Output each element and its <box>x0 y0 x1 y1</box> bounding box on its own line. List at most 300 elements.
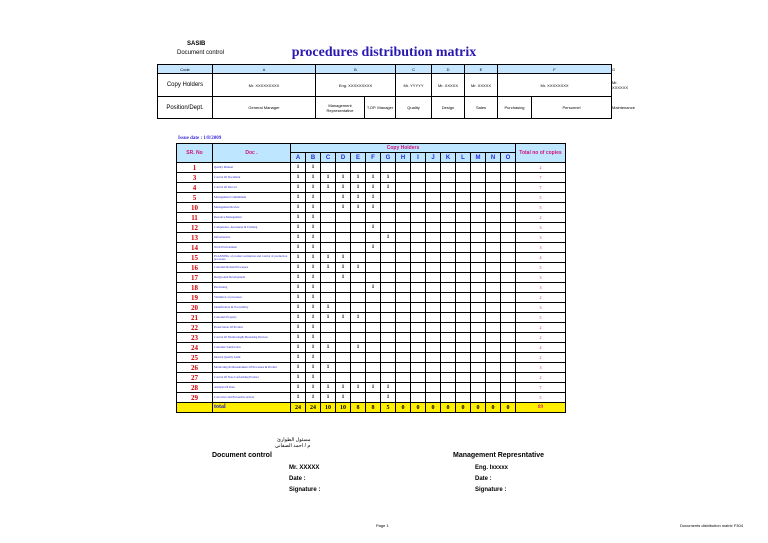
code-cell: B <box>316 65 396 74</box>
copy-mark-cell <box>471 293 486 303</box>
copy-mark-cell: 1 <box>291 223 306 233</box>
copy-mark-cell <box>366 393 381 403</box>
copy-mark-cell <box>321 333 336 343</box>
copy-mark-cell <box>411 283 426 293</box>
document-name: Management Review <box>213 203 291 213</box>
grand-total: 89 <box>516 403 566 413</box>
column-letter: M <box>471 153 486 163</box>
copy-mark-cell <box>456 163 471 173</box>
code-cell: F <box>498 65 612 74</box>
copy-mark-cell <box>411 313 426 323</box>
distribution-matrix-table <box>176 143 566 413</box>
copy-mark-cell: 1 <box>351 203 366 213</box>
copy-mark-cell: 1 <box>306 393 321 403</box>
copy-mark-cell <box>426 263 441 273</box>
copy-mark-cell <box>441 283 456 293</box>
position-cell: Sales <box>465 97 498 119</box>
sr-number: 10 <box>177 203 213 213</box>
table-row <box>177 343 566 353</box>
copy-mark-cell <box>501 173 516 183</box>
sr-header: SR. No <box>177 144 213 163</box>
copy-mark-cell <box>351 253 366 263</box>
copy-mark-cell <box>411 293 426 303</box>
copy-mark-cell <box>486 373 501 383</box>
copy-mark-cell <box>456 203 471 213</box>
column-letter: G <box>381 153 396 163</box>
copy-mark-cell <box>456 233 471 243</box>
sr-number: 13 <box>177 233 213 243</box>
copy-mark-cell <box>441 193 456 203</box>
copy-mark-cell: 1 <box>306 283 321 293</box>
document-name: Work Environment <box>213 243 291 253</box>
copy-mark-cell <box>486 233 501 243</box>
doc-header: Doc . <box>213 144 291 163</box>
copy-mark-cell: 1 <box>366 173 381 183</box>
copy-mark-cell <box>426 313 441 323</box>
copy-mark-cell <box>396 353 411 363</box>
code-row: Code A B C D E F G <box>158 65 612 74</box>
copy-mark-cell <box>441 293 456 303</box>
copy-mark-cell <box>501 263 516 273</box>
column-sum: 0 <box>471 403 486 413</box>
copy-mark-cell <box>501 183 516 193</box>
copy-mark-cell <box>366 353 381 363</box>
row-total: 2 <box>516 323 566 333</box>
row-total: 5 <box>516 313 566 323</box>
copy-mark-cell <box>396 343 411 353</box>
copy-mark-cell <box>396 393 411 403</box>
row-total: 7 <box>516 183 566 193</box>
copy-mark-cell <box>321 273 336 283</box>
table-row <box>177 243 566 253</box>
copy-mark-cell <box>486 263 501 273</box>
copy-mark-cell <box>471 213 486 223</box>
copy-mark-cell: 1 <box>291 313 306 323</box>
copy-mark-cell <box>336 363 351 373</box>
copy-mark-cell <box>336 343 351 353</box>
copy-mark-cell <box>336 283 351 293</box>
copy-mark-cell: 1 <box>306 193 321 203</box>
copy-mark-cell: 1 <box>321 263 336 273</box>
copy-mark-cell <box>396 213 411 223</box>
copy-holders-header-table <box>157 64 635 119</box>
copy-mark-cell: 1 <box>291 193 306 203</box>
copy-mark-cell <box>456 253 471 263</box>
copy-mark-cell <box>441 363 456 373</box>
copy-mark-cell <box>486 243 501 253</box>
copy-mark-cell <box>456 193 471 203</box>
copy-mark-cell: 1 <box>306 213 321 223</box>
copy-mark-cell: 1 <box>351 343 366 353</box>
copy-mark-cell <box>321 293 336 303</box>
copy-mark-cell <box>486 253 501 263</box>
copy-mark-cell: 1 <box>321 253 336 263</box>
copy-mark-cell <box>351 333 366 343</box>
copy-mark-cell <box>321 243 336 253</box>
copy-mark-cell <box>351 363 366 373</box>
copy-mark-cell: 1 <box>291 393 306 403</box>
copy-mark-cell: 1 <box>321 173 336 183</box>
copy-mark-cell <box>441 353 456 363</box>
position-row: Position/Dept. General Manager Management Representative T.OP. Manager Quality Design Sales Purchasing Personnel Maintenance <box>158 97 612 119</box>
sr-number: 16 <box>177 263 213 273</box>
copy-mark-cell <box>486 363 501 373</box>
copy-mark-cell <box>471 263 486 273</box>
copy-mark-cell <box>381 323 396 333</box>
column-sum: 24 <box>291 403 306 413</box>
copy-mark-cell <box>426 353 441 363</box>
copy-mark-cell <box>411 183 426 193</box>
copy-mark-cell <box>471 223 486 233</box>
copy-mark-cell <box>471 333 486 343</box>
copy-mark-cell: 1 <box>321 303 336 313</box>
copy-mark-cell <box>441 323 456 333</box>
company-name: SASIB <box>187 41 206 47</box>
copy-mark-cell <box>441 173 456 183</box>
copy-mark-cell: 1 <box>336 183 351 193</box>
copy-mark-cell <box>396 363 411 373</box>
copy-mark-cell <box>351 163 366 173</box>
copy-mark-cell: 1 <box>306 293 321 303</box>
position-cell: Quality <box>396 97 432 119</box>
copy-mark-cell <box>336 333 351 343</box>
copy-mark-cell <box>396 253 411 263</box>
copy-mark-cell <box>501 373 516 383</box>
copy-mark-cell <box>486 173 501 183</box>
copy-mark-cell <box>366 293 381 303</box>
copy-mark-cell <box>486 183 501 193</box>
copy-mark-cell <box>441 203 456 213</box>
management-rep-name: Eng. Ixxxxx <box>475 465 509 471</box>
copy-mark-cell: 1 <box>336 263 351 273</box>
page-title: procedures distribution matrix <box>291 45 477 60</box>
copy-mark-cell <box>351 323 366 333</box>
copy-mark-cell <box>501 163 516 173</box>
copy-mark-cell <box>411 243 426 253</box>
copy-mark-cell: 1 <box>366 383 381 393</box>
copy-mark-cell <box>321 163 336 173</box>
table-row <box>177 163 566 173</box>
copy-mark-cell <box>351 213 366 223</box>
copy-mark-cell: 1 <box>336 253 351 263</box>
document-name: Design And Development <box>213 273 291 283</box>
copy-mark-cell <box>321 193 336 203</box>
copy-mark-cell <box>366 263 381 273</box>
copy-mark-cell <box>456 243 471 253</box>
copy-mark-cell <box>471 383 486 393</box>
copy-mark-cell <box>426 303 441 313</box>
copy-mark-cell <box>486 333 501 343</box>
copy-mark-cell <box>396 283 411 293</box>
totals-blank-cell <box>177 403 213 413</box>
copy-mark-cell: 1 <box>306 323 321 333</box>
copy-mark-cell: 1 <box>306 353 321 363</box>
position-cell: General Manager <box>213 97 316 119</box>
table-row <box>177 233 566 243</box>
copy-mark-cell: 1 <box>321 383 336 393</box>
table-row <box>177 263 566 273</box>
sr-number: 25 <box>177 353 213 363</box>
document-name: Management Commitment <box>213 193 291 203</box>
copy-mark-cell <box>426 233 441 243</box>
column-sum: 24 <box>306 403 321 413</box>
copy-mark-cell <box>441 313 456 323</box>
row-total: 3 <box>516 303 566 313</box>
sr-number: 11 <box>177 213 213 223</box>
copy-mark-cell <box>366 313 381 323</box>
copy-mark-cell <box>486 303 501 313</box>
copy-mark-cell <box>426 323 441 333</box>
copy-mark-cell <box>336 293 351 303</box>
copy-mark-cell: 1 <box>306 363 321 373</box>
management-rep-heading: Management Represntative <box>453 452 545 459</box>
copy-mark-cell <box>486 213 501 223</box>
row-total: 5 <box>516 203 566 213</box>
copy-mark-cell <box>426 363 441 373</box>
table-row <box>177 183 566 193</box>
row-total: 5 <box>516 393 566 403</box>
copy-mark-cell <box>411 233 426 243</box>
copy-mark-cell <box>396 263 411 273</box>
column-sum: 0 <box>441 403 456 413</box>
table-row <box>177 213 566 223</box>
copy-mark-cell: 1 <box>366 193 381 203</box>
copy-mark-cell <box>351 243 366 253</box>
row-total: 3 <box>516 243 566 253</box>
copy-mark-cell <box>411 343 426 353</box>
document-name: Resource Management <box>213 213 291 223</box>
row-total: 3 <box>516 233 566 243</box>
copy-mark-cell <box>351 293 366 303</box>
column-letter: D <box>336 153 351 163</box>
copy-mark-cell: 1 <box>291 293 306 303</box>
sr-number: 26 <box>177 363 213 373</box>
column-sum: 0 <box>426 403 441 413</box>
copy-mark-cell <box>471 323 486 333</box>
copy-mark-cell <box>441 243 456 253</box>
copy-mark-cell: 1 <box>366 183 381 193</box>
copy-mark-cell <box>411 373 426 383</box>
matrix-header-row <box>177 144 566 153</box>
code-label: Code <box>158 65 213 74</box>
copy-mark-cell <box>441 303 456 313</box>
copy-mark-cell <box>366 333 381 343</box>
table-row <box>177 173 566 183</box>
copy-mark-cell <box>456 223 471 233</box>
copy-mark-cell <box>501 273 516 283</box>
sr-number: 22 <box>177 323 213 333</box>
sr-number: 3 <box>177 173 213 183</box>
sr-number: 27 <box>177 373 213 383</box>
document-name: Quality Manual <box>213 163 291 173</box>
copy-mark-cell <box>411 353 426 363</box>
position-cell: Personnel <box>532 97 612 119</box>
column-letter: N <box>486 153 501 163</box>
copy-mark-cell: 1 <box>291 353 306 363</box>
copy-mark-cell: 1 <box>321 393 336 403</box>
copy-mark-cell <box>471 253 486 263</box>
copy-mark-cell <box>396 193 411 203</box>
copy-mark-cell <box>411 383 426 393</box>
copy-mark-cell: 1 <box>291 173 306 183</box>
column-letter: H <box>396 153 411 163</box>
sr-number: 18 <box>177 283 213 293</box>
sr-number: 19 <box>177 293 213 303</box>
copy-mark-cell <box>396 233 411 243</box>
copy-mark-cell <box>381 193 396 203</box>
copy-mark-cell: 1 <box>306 163 321 173</box>
copy-mark-cell <box>351 393 366 403</box>
code-cell: E <box>465 65 498 74</box>
copy-mark-cell <box>486 323 501 333</box>
copy-mark-cell <box>426 293 441 303</box>
copy-mark-cell <box>351 303 366 313</box>
arabic-line: مسئول الطوارئ <box>276 437 311 443</box>
copy-mark-cell <box>336 353 351 363</box>
document-name: Control Of Record <box>213 183 291 193</box>
copy-mark-cell <box>351 283 366 293</box>
copy-mark-cell <box>426 193 441 203</box>
copy-mark-cell <box>411 333 426 343</box>
copy-mark-cell <box>381 253 396 263</box>
table-row <box>177 223 566 233</box>
copy-mark-cell <box>336 323 351 333</box>
copy-mark-cell <box>381 203 396 213</box>
sr-number: 20 <box>177 303 213 313</box>
copy-mark-cell: 1 <box>291 243 306 253</box>
copy-mark-cell <box>471 373 486 383</box>
document-name: PLANNING of product realization and control of production processes <box>213 253 291 263</box>
row-total: 3 <box>516 223 566 233</box>
copy-mark-cell <box>426 253 441 263</box>
page-number: Page 1 <box>376 523 389 528</box>
copy-mark-cell <box>366 323 381 333</box>
table-row <box>177 193 566 203</box>
copy-mark-cell <box>501 213 516 223</box>
copy-mark-cell <box>441 383 456 393</box>
table-row <box>177 373 566 383</box>
copy-mark-cell <box>336 223 351 233</box>
copy-mark-cell <box>456 303 471 313</box>
copy-mark-cell <box>381 243 396 253</box>
copy-mark-cell <box>351 373 366 383</box>
copy-mark-cell <box>501 333 516 343</box>
table-row <box>177 353 566 363</box>
copy-mark-cell <box>456 363 471 373</box>
copy-mark-cell <box>456 283 471 293</box>
copy-mark-cell <box>441 273 456 283</box>
copy-mark-cell: 1 <box>306 233 321 243</box>
document-control-name: Mr. XXXXX <box>289 465 320 471</box>
column-sum: 0 <box>411 403 426 413</box>
column-sum: 8 <box>366 403 381 413</box>
copy-mark-cell <box>366 233 381 243</box>
copy-mark-cell <box>381 163 396 173</box>
copy-mark-cell <box>396 273 411 283</box>
document-name: Control Of Monitoring& Measuring Devices <box>213 333 291 343</box>
copy-mark-cell <box>501 293 516 303</box>
copy-mark-cell: 1 <box>366 203 381 213</box>
copy-mark-cell: 1 <box>336 383 351 393</box>
document-name: Analysis Of Data <box>213 383 291 393</box>
copy-mark-cell <box>471 163 486 173</box>
copy-mark-cell <box>441 373 456 383</box>
copy-mark-cell: 1 <box>291 323 306 333</box>
copy-mark-cell <box>456 373 471 383</box>
copy-mark-cell: 1 <box>306 243 321 253</box>
copy-mark-cell: 1 <box>351 313 366 323</box>
copy-mark-cell <box>381 333 396 343</box>
copy-mark-cell <box>426 343 441 353</box>
copy-mark-cell <box>411 393 426 403</box>
copy-mark-cell: 1 <box>306 273 321 283</box>
copy-mark-cell: 1 <box>291 273 306 283</box>
copy-mark-cell <box>381 263 396 273</box>
copy-mark-cell <box>411 273 426 283</box>
row-total: 2 <box>516 333 566 343</box>
copy-mark-cell <box>456 173 471 183</box>
table-row <box>177 383 566 393</box>
copy-mark-cell <box>486 193 501 203</box>
row-total: 2 <box>516 163 566 173</box>
code-cell: D <box>432 65 465 74</box>
copy-mark-cell: 1 <box>291 213 306 223</box>
copy-mark-cell: 1 <box>291 263 306 273</box>
document-control-heading: Document control <box>212 452 272 459</box>
copy-mark-cell: 1 <box>366 223 381 233</box>
copy-mark-cell <box>486 353 501 363</box>
copy-mark-cell <box>396 223 411 233</box>
copy-mark-cell <box>501 353 516 363</box>
copy-mark-cell <box>486 223 501 233</box>
column-sum: 0 <box>456 403 471 413</box>
copy-mark-cell <box>396 373 411 383</box>
copy-mark-cell <box>486 283 501 293</box>
copy-mark-cell: 1 <box>351 183 366 193</box>
copy-mark-cell <box>501 313 516 323</box>
copy-mark-cell: 1 <box>336 203 351 213</box>
document-name: Purchasing <box>213 283 291 293</box>
column-sum: 10 <box>336 403 351 413</box>
copy-mark-cell: 1 <box>366 283 381 293</box>
copy-mark-cell: 1 <box>321 183 336 193</box>
copy-mark-cell <box>426 243 441 253</box>
copy-mark-cell <box>501 203 516 213</box>
copy-mark-cell <box>366 163 381 173</box>
copy-mark-cell <box>411 253 426 263</box>
copy-mark-cell <box>486 393 501 403</box>
copy-mark-cell <box>441 263 456 273</box>
copy-mark-cell: 1 <box>306 373 321 383</box>
holder-cell: Mr. YYYYY <box>396 74 432 97</box>
row-total: 2 <box>516 373 566 383</box>
copy-mark-cell: 1 <box>291 373 306 383</box>
copy-mark-cell <box>426 213 441 223</box>
copy-mark-cell <box>441 213 456 223</box>
sr-number: 5 <box>177 193 213 203</box>
management-rep-date-label: Date : <box>475 476 492 482</box>
copy-mark-cell: 1 <box>351 193 366 203</box>
row-total: 3 <box>516 273 566 283</box>
column-sum: 8 <box>351 403 366 413</box>
copy-mark-cell <box>426 283 441 293</box>
row-total: 2 <box>516 353 566 363</box>
position-cell: T.OP. Manager <box>365 97 396 119</box>
copy-mark-cell <box>456 333 471 343</box>
sr-number: 1 <box>177 163 213 173</box>
copy-mark-cell <box>471 343 486 353</box>
copy-mark-cell: 1 <box>366 243 381 253</box>
